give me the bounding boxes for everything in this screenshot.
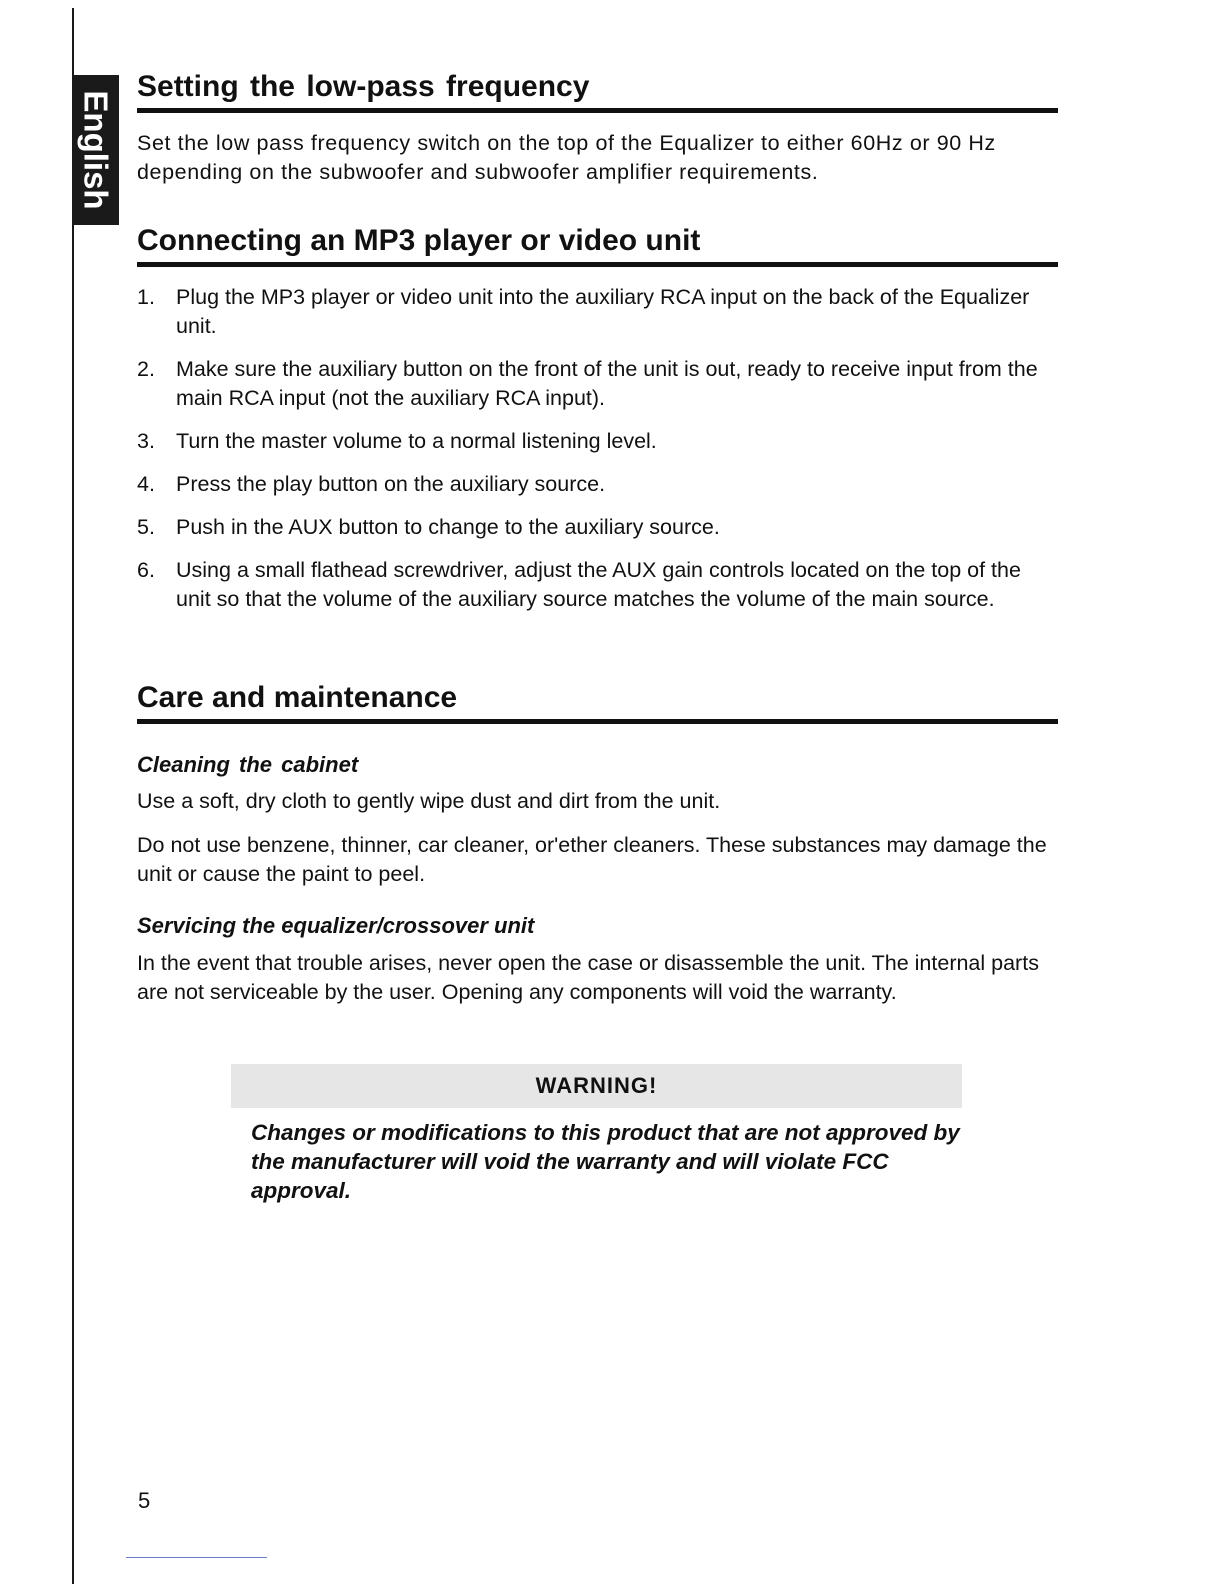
list-item	[137, 556, 1052, 614]
left-margin-rule	[72, 8, 74, 1584]
warning-text: Changes or modifications to this product that are not approved by the manufacturer will void the warranty and will violate FCC approval.	[251, 1120, 960, 1203]
lowpass-paragraph: Set the low pass frequency switch on the top of the Equalizer to either 60Hz or 90 Hz depending on the subwoofer and subwoofer amplifier requirements.	[137, 131, 996, 184]
list-item	[137, 513, 1052, 542]
step-text: Plug the MP3 player or video unit into the auxiliary RCA input on the back of the Equalizer unit.	[176, 285, 1030, 338]
subheading-servicing: Servicing the equalizer/crossover unit	[137, 913, 535, 938]
page-number: 5	[138, 1488, 151, 1513]
subheading-cleaning: Cleaning the cabinet	[137, 752, 359, 777]
mp3-steps-list	[137, 283, 1052, 628]
section-title-lowpass: Setting the low-pass frequency	[137, 69, 1058, 113]
step-number: 5.	[137, 515, 155, 539]
step-number: 4.	[137, 472, 155, 496]
step-text: Push in the AUX button to change to the auxiliary source.	[176, 515, 720, 539]
warning-banner	[231, 1064, 962, 1108]
language-tab-label: English	[77, 90, 115, 210]
list-item	[137, 283, 1052, 341]
list-item	[137, 470, 1052, 499]
section-title-care: Care and maintenance	[137, 680, 1058, 724]
step-number: 2.	[137, 357, 155, 381]
servicing-paragraph: In the event that trouble arises, never open the case or disassemble the unit. The internal parts are not serviceable by the user. Opening any components will void the warranty.	[137, 951, 1039, 1004]
step-number: 1.	[137, 285, 155, 309]
step-text: Using a small flathead screwdriver, adjust the AUX gain controls located on the top of the unit so that the volume of the auxiliary source matches the volume of the main source.	[176, 558, 1021, 611]
language-tab	[72, 75, 119, 225]
step-number: 6.	[137, 558, 155, 582]
cleaning-paragraph-2: Do not use benzene, thinner, car cleaner, or'ether cleaners. These substances may damage the unit or cause the paint to peel.	[137, 833, 1047, 886]
step-number: 3.	[137, 429, 155, 453]
list-item	[137, 355, 1052, 413]
step-text: Turn the master volume to a normal listening level.	[176, 429, 657, 453]
step-text: Make sure the auxiliary button on the front of the unit is out, ready to receive input from the main RCA input (not the auxiliary RCA input).	[176, 357, 1038, 410]
warning-label: WARNING!	[535, 1073, 658, 1098]
footer-rule	[126, 1557, 267, 1558]
list-item	[137, 427, 1052, 456]
section-title-mp3: Connecting an MP3 player or video unit	[137, 223, 1058, 267]
cleaning-paragraph-1: Use a soft, dry cloth to gently wipe dust and dirt from the unit.	[137, 789, 721, 813]
step-text: Press the play button on the auxiliary source.	[176, 472, 606, 496]
